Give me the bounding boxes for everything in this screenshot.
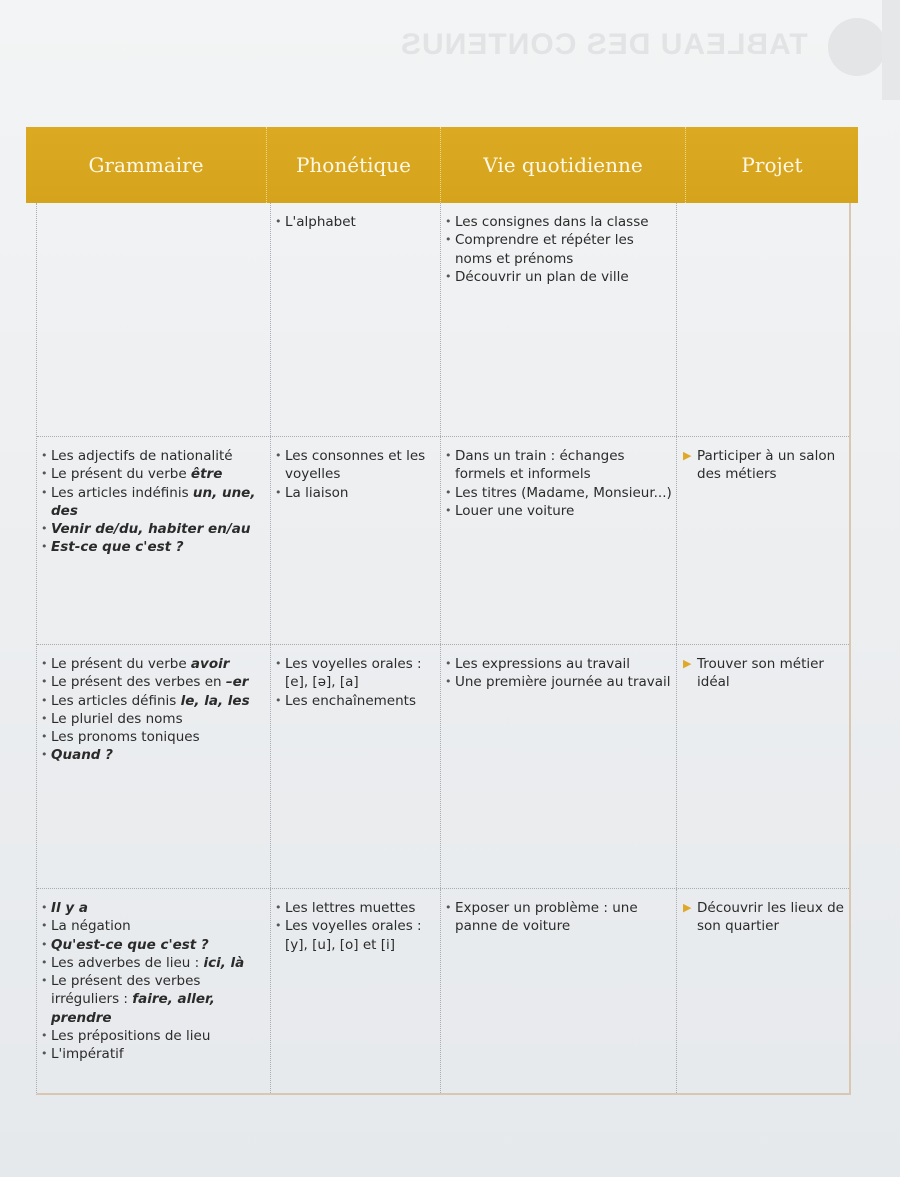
page-bleed-edge [882,0,900,100]
triangle-right-icon: ▶ [683,901,692,914]
list-item: • Les consignes dans la classe [445,213,672,231]
item-emphasis: un, une, des [51,484,256,519]
list-item: • Louer une voiture [445,502,672,520]
header-vie-quotidienne: Vie quotidienne [441,127,686,203]
cell-phonetique [271,645,441,888]
cell-vie-quotidienne [441,203,677,436]
list-item: • Les voyelles orales : [e], [ə], [a] [275,655,436,692]
header-phonetique: Phonétique [267,127,441,203]
item-emphasis: faire, aller, prendre [51,991,215,1026]
list-item: • Les consonnes et les voyelles [275,447,436,484]
cell-vie-quotidienne [441,645,677,888]
item-text: L'impératif [51,1046,124,1063]
bleed-through-title: TABLEAU DES CONTENUS [400,28,808,61]
cell-vie-quotidienne [441,889,677,1093]
list-item [41,1027,266,1045]
list-item [41,728,266,746]
project-text: Participer à un salon des métiers [697,448,836,483]
project-text: Découvrir les lieux de son quartier [697,900,844,935]
list-item [41,954,266,972]
list-item [41,972,266,1027]
cell-phonetique [271,889,441,1093]
list-item [41,692,266,710]
table-body [36,203,851,1095]
cell-projet [677,889,849,1093]
item-text: Le présent du verbe [51,656,191,672]
list-item: • Les lettres muettes [275,899,436,917]
item-text: Le présent des verbes irréguliers : [51,973,201,1008]
list-item: • La liaison [275,484,436,502]
item-text: Le présent des verbes en [51,674,226,691]
list-item: • Les voyelles orales : [y], [u], [o] et [i] [275,917,436,954]
list-item: • Une première journée au travail [445,673,672,691]
list-item: • Les titres (Madame, Monsieur...) [445,484,672,502]
list-item [41,484,266,521]
item-emphasis: Est-ce que c'est ? [51,539,184,556]
list-item [41,447,266,465]
cell-grammaire [37,889,271,1093]
item-text: Les adjectifs de nationalité [51,448,233,464]
table-row [37,436,849,644]
page-bleed-circle [828,18,886,76]
item-emphasis: Qu'est-ce que c'est ? [51,936,209,953]
cell-projet [677,203,849,436]
item-text: Les prépositions de lieu [51,1028,211,1045]
item-emphasis: Venir de/du, habiter en/au [51,521,251,538]
table-header [26,127,858,203]
list-item [41,917,266,935]
list-item [41,655,266,673]
item-text: Les articles indéfinis [51,484,193,501]
triangle-right-icon: ▶ [683,657,692,670]
item-emphasis: ici, là [203,954,245,971]
item-emphasis: être [190,466,223,483]
list-item [41,1045,266,1063]
cell-grammaire [37,203,271,436]
item-text: Les articles définis [51,692,181,709]
cell-phonetique [271,437,441,644]
list-item [41,520,266,538]
table-row [37,888,849,1093]
project-item [681,655,845,692]
list-item [41,936,266,954]
cell-projet [677,437,849,644]
cell-projet [677,645,849,888]
cell-grammaire [37,437,271,644]
list-item: • Les enchaînements [275,692,436,710]
item-text: La négation [51,918,131,935]
item-emphasis: –er [225,674,249,691]
list-item [41,899,266,917]
list-item: • Exposer un problème : une panne de voiture [445,899,672,936]
list-item: • Dans un train : échanges formels et informels [445,447,672,484]
item-emphasis: avoir [190,656,230,672]
project-text: Trouver son métier idéal [697,656,824,691]
list-item [41,673,266,691]
cell-vie-quotidienne [441,437,677,644]
table-row [37,203,849,436]
item-text: Le présent du verbe [51,466,191,483]
list-item [41,538,266,556]
list-item: • Les expressions au travail [445,655,672,673]
project-item [681,447,845,484]
list-item: • Découvrir un plan de ville [445,268,672,286]
header-projet: Projet [741,153,803,177]
item-text: Le pluriel des noms [51,710,183,727]
cell-grammaire [37,645,271,888]
item-text: Les pronoms toniques [51,729,200,746]
header-grammaire: Grammaire [26,127,267,203]
item-text: Les adverbes de lieu : [51,954,204,971]
list-item [41,746,266,764]
list-item: • Comprendre et répéter les noms et prénoms [445,231,672,268]
list-item [41,710,266,728]
table-row [37,644,849,888]
item-emphasis: Quand ? [51,747,114,764]
cell-phonetique [271,203,441,436]
list-item [41,465,266,483]
item-emphasis: le, la, les [180,692,250,709]
list-item: • L'alphabet [275,213,436,231]
triangle-right-icon: ▶ [683,449,692,462]
item-emphasis: Il y a [51,900,88,916]
contents-table [26,127,858,1095]
project-item [681,899,845,936]
